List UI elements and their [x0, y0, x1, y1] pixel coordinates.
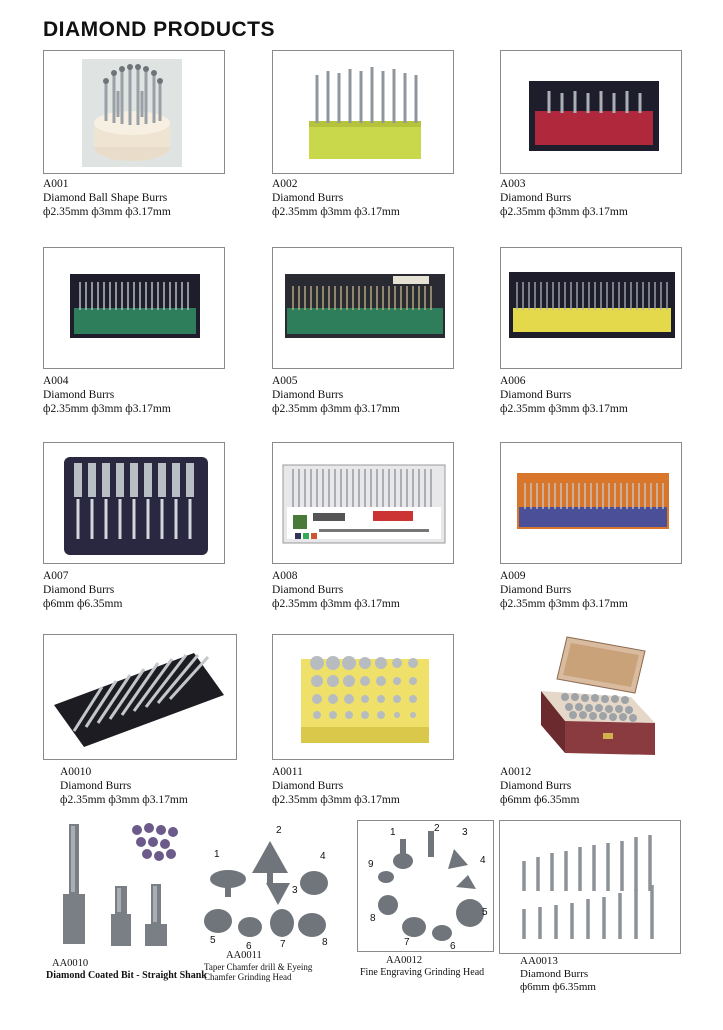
diagram-label: 2: [434, 823, 440, 834]
accessory-name-line2: Chamfer Grinding Head: [204, 972, 292, 982]
product-caption-a009: [500, 569, 628, 611]
diagram-label: 9: [368, 859, 374, 870]
diagram-label: 6: [246, 941, 252, 951]
product-image-a004[interactable]: [43, 247, 225, 369]
product-code: A0011: [272, 766, 303, 778]
diagram-label: 2: [276, 825, 282, 836]
product-code: A003: [500, 178, 526, 190]
product-code: A004: [43, 375, 69, 387]
product-name: Diamond Burrs: [60, 780, 132, 792]
product-name: Diamond Ball Shape Burrs: [43, 192, 168, 204]
accessory-code: AA0010: [52, 958, 89, 969]
product-size: ф2.35mm ф3mm ф3.17mm: [500, 598, 628, 610]
product-name: Diamond Burrs: [272, 584, 344, 596]
product-caption-a008: [272, 569, 400, 611]
product-image-a0010[interactable]: [43, 634, 237, 760]
diagram-label: 4: [320, 851, 326, 862]
diagram-label: 3: [462, 827, 468, 838]
product-caption-a002: [272, 177, 400, 219]
burrs-green-tray-illustration: [44, 248, 224, 368]
burrs-angled-tray-illustration: [44, 635, 236, 759]
accessory-caption-aa0013: [520, 955, 596, 994]
diagram-label: 8: [370, 913, 376, 924]
product-caption-a004: [43, 374, 171, 416]
diagram-label: 7: [280, 939, 286, 950]
page-title: DIAMOND PRODUCTS: [43, 18, 275, 41]
product-name: Diamond Burrs: [272, 780, 344, 792]
product-code: A007: [43, 570, 69, 582]
product-image-a0012[interactable]: [500, 634, 682, 760]
product-image-a005[interactable]: [272, 247, 454, 369]
product-caption-a006: [500, 374, 628, 416]
product-size: ф2.35mm ф3mm ф3.17mm: [60, 794, 188, 806]
burrs-blue-orange-tray-illustration: [501, 443, 681, 563]
product-image-aa0010[interactable]: [40, 815, 190, 957]
accessory-caption-aa0012: [360, 955, 484, 979]
product-image-a006[interactable]: [500, 247, 682, 369]
diagram-label: 8: [322, 937, 328, 948]
product-code: A008: [272, 570, 298, 582]
product-image-a007[interactable]: [43, 442, 225, 564]
product-caption-a0010: [60, 765, 188, 807]
product-caption-a0011: [272, 765, 400, 807]
burrs-lime-block-illustration: [273, 51, 453, 173]
accessory-code: AA0013: [520, 955, 558, 967]
burrs-green-tray-long-illustration: [273, 248, 453, 368]
product-name: Diamond Burrs: [272, 192, 344, 204]
large-burrs-dark-tray-illustration: [44, 443, 224, 563]
product-code: A001: [43, 178, 69, 190]
diagram-label: 6: [450, 941, 456, 951]
product-image-a002[interactable]: [272, 50, 454, 174]
burrs-red-tray-illustration: [501, 51, 681, 173]
accessory-name: Diamond Coated Bit - Straight Shank: [46, 970, 207, 981]
product-caption-a001: [43, 177, 171, 219]
assorted-burrs-illustration: [500, 821, 680, 953]
diagram-label: 3: [292, 885, 298, 896]
accessory-name: Taper Chamfer drill & Eyeing: [204, 962, 313, 972]
product-size: ф2.35mm ф3mm ф3.17mm: [500, 206, 628, 218]
product-size: ф2.35mm ф3mm ф3.17mm: [272, 206, 400, 218]
ball-burr-stand-illustration: [44, 51, 224, 173]
accessory-code: AA0011: [226, 950, 262, 961]
product-size: ф2.35mm ф3mm ф3.17mm: [272, 403, 400, 415]
engraving-grinding-heads-diagram: [358, 821, 493, 951]
diagram-label: 5: [482, 907, 488, 918]
product-code: A002: [272, 178, 298, 190]
accessory-caption-aa0011: [204, 950, 312, 982]
product-code: A0010: [60, 766, 92, 778]
product-size: ф2.35mm ф3mm ф3.17mm: [43, 206, 171, 218]
diagram-label: 7: [404, 937, 410, 948]
burrs-boxed-set-illustration: [273, 443, 453, 563]
accessory-code: AA0012: [386, 955, 423, 966]
product-name: Diamond Burrs: [500, 584, 572, 596]
product-image-a008[interactable]: [272, 442, 454, 564]
product-caption-a005: [272, 374, 400, 416]
diagram-label: 5: [210, 935, 216, 946]
product-size: ф2.35mm ф3mm ф3.17mm: [43, 403, 171, 415]
coated-bits-illustration: [41, 816, 189, 956]
product-code: A005: [272, 375, 298, 387]
product-caption-a003: [500, 177, 628, 219]
product-caption-a007: [43, 569, 122, 611]
product-size: ф2.35mm ф3mm ф3.17mm: [272, 794, 400, 806]
product-size: ф6mm ф6.35mm: [500, 794, 580, 806]
product-name: Diamond Burrs: [500, 389, 572, 401]
product-name: Diamond Burrs: [43, 584, 115, 596]
product-name: Diamond Burrs: [43, 389, 115, 401]
product-name: Diamond Burrs: [500, 192, 572, 204]
diagram-label: 1: [390, 827, 396, 838]
diagram-label: 1: [214, 849, 220, 860]
product-size: ф2.35mm ф3mm ф3.17mm: [500, 403, 628, 415]
chamfer-grinding-heads-diagram: [198, 821, 336, 951]
product-caption-a0012: [500, 765, 579, 807]
burrs-wooden-box-illustration: [501, 635, 681, 759]
accessory-caption-aa0010: [46, 958, 207, 982]
product-code: A009: [500, 570, 526, 582]
product-image-aa0011[interactable]: [197, 820, 337, 952]
accessory-name: Diamond Burrs: [520, 968, 589, 980]
burrs-yellow-tray-illustration: [501, 248, 681, 368]
product-image-aa0013[interactable]: [499, 820, 681, 954]
accessory-name: Fine Engraving Grinding Head: [360, 967, 485, 978]
product-code: A006: [500, 375, 526, 387]
product-image-a009[interactable]: [500, 442, 682, 564]
product-image-a001[interactable]: [43, 50, 225, 174]
burrs-yellow-block-illustration: [273, 635, 453, 759]
product-image-a003[interactable]: [500, 50, 682, 174]
accessory-size: ф6mm ф6.35mm: [520, 981, 596, 993]
product-name: Diamond Burrs: [272, 389, 344, 401]
product-size: ф2.35mm ф3mm ф3.17mm: [272, 598, 400, 610]
product-code: A0012: [500, 766, 532, 778]
product-name: Diamond Burrs: [500, 780, 572, 792]
diagram-label: 4: [480, 855, 486, 866]
product-image-a0011[interactable]: [272, 634, 454, 760]
product-size: ф6mm ф6.35mm: [43, 598, 123, 610]
product-image-aa0012[interactable]: [357, 820, 494, 952]
